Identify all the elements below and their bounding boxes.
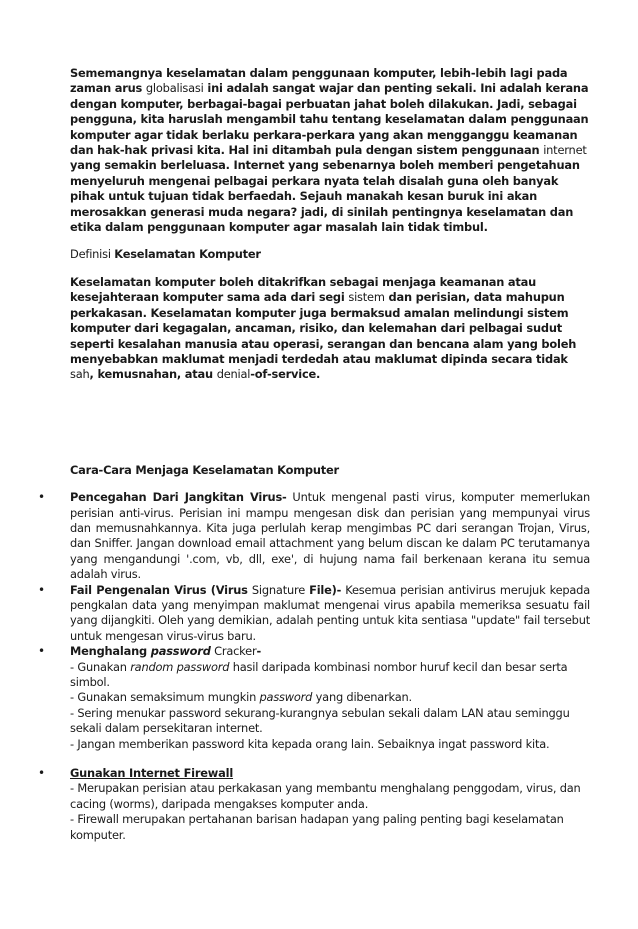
item-line: - Firewall merupakan pertahanan barisan hadapan yang paling penting bagi keselamatan komputer. <box>70 812 564 842</box>
item-line: - Jangan memberikan password kita kepada orang lain. Sebaiknya ingat password kita. <box>70 736 550 751</box>
definition-text-6: denial <box>216 367 251 382</box>
intro-text-2: globalisasi <box>145 81 204 96</box>
definition-heading <box>70 247 590 262</box>
definition-heading-prefix: Definisi <box>70 247 115 262</box>
document-page <box>38 66 590 843</box>
item-line <box>70 690 590 705</box>
definition-text-2: sistem <box>348 290 385 305</box>
intro-text-3: ini adalah sangat wajar dan penting sekali. Ini adalah kerana dengan komputer, berbagai-bagai perbuatan jahat boleh dilakukan. Jadi, sebagai pengguna, kita haruslah mengambil tahu tentang keselamatan dalam penggunaan komputer agar tidak berlaku perkara-perkara yang akan mengganggu keamanan dan hak-hak privasi kita. Hal ini ditambah pula dengan sistem penggunaan <box>70 81 589 158</box>
item-line-2a: - Gunakan semaksimum mungkin <box>70 690 260 705</box>
definition-text-1: Keselamatan komputer boleh ditakrifkan sebagai menjaga keamanan atau kesejahteraan komputer sama ada dari segi <box>70 274 537 305</box>
item-title-c: File)- <box>309 582 342 597</box>
definition-text-3: dan perisian, data mahupun perkakasan. Keselamatan komputer juga bermaksud amalan melindungi sistem komputer dari kegagalan, ancaman, risiko, dan kelemahan dari pelbagai sudut seperti kesalahan manusia atau operasi, serangan dan bencana alam yang boleh menyebabkan maklumat menjadi terdedah atau maklumat dipinda secara tidak <box>70 290 577 366</box>
definition-text-7: -of-service. <box>250 367 321 382</box>
item-text: Untuk mengenal pasti virus, komputer memerlukan perisian anti-virus. Perisian ini mampu mengesan disk dan perisian yang mempunyai virus dan memusnahkannya. Kita juga perlulah kerap mengimbas PC dari serangan Trojan, Virus, dan Sniffer. Jangan download email attachment yang belum discan ke dalam PC terutamanya yang mengandungi '.com, vb, dll, exe', di hujung nama fail berkenaan kerana itu semua adalah virus. <box>70 490 590 582</box>
bullet-icon: • <box>38 490 45 505</box>
intro-text-4: internet <box>543 143 587 158</box>
item-line-1a: - Gunakan <box>70 659 131 674</box>
list-item <box>38 490 590 582</box>
definition-text-4: sah <box>70 367 90 382</box>
item-line-1b: random password <box>130 659 230 674</box>
bullet-icon: • <box>38 582 45 597</box>
intro-paragraph <box>70 66 590 235</box>
list-item <box>38 582 590 645</box>
item-title: Pencegahan Dari Jangkitan Virus- <box>70 490 287 505</box>
item-title-a: Menghalang <box>70 644 151 659</box>
item-title-b: password <box>150 644 211 659</box>
item-title: Gunakan Internet Firewall <box>70 766 234 781</box>
method-list <box>38 490 590 843</box>
item-title-c: Cracker <box>210 644 257 659</box>
bullet-icon: • <box>38 766 45 781</box>
item-line: - Sering menukar password sekurang-kurangnya sebulan sekali dalam LAN atau seminggu sekali dalam persekitaran internet. <box>70 705 570 736</box>
item-line-1c: hasil daripada kombinasi nombor huruf kecil dan besar serta simbol. <box>70 659 568 689</box>
definition-text-5: , kemusnahan, atau <box>89 367 217 382</box>
definition-heading-title: Keselamatan Komputer <box>114 247 261 262</box>
definition-paragraph <box>70 275 590 383</box>
list-item <box>38 766 590 843</box>
list-item <box>38 644 590 752</box>
item-title-b: Signature <box>247 582 310 597</box>
item-title-a: Fail Pengenalan Virus (Virus <box>70 582 248 597</box>
intro-text-1: Sememangnya keselamatan dalam penggunaan komputer, lebih-lebih lagi pada zaman arus <box>70 66 568 96</box>
item-text: Kesemua perisian antivirus merujuk kepada pengkalan data yang menyimpan maklumat mengenai virus apabila memeriksa sesuatu fail yang dijangkiti. Oleh yang demikian, adalah penting untuk kita sentiasa "update" fail tersebut untuk mengesan virus-virus baru. <box>70 582 590 643</box>
item-line-2b: password <box>259 690 313 705</box>
item-title-d: - <box>256 644 261 659</box>
item-line: - Merupakan perisian atau perkakasan yang membantu menghalang penggodam, virus, dan cacing (worms), daripada mengakses komputer anda. <box>70 781 581 811</box>
intro-text-5: yang semakin berleluasa. Internet yang sebenarnya boleh memberi pengetahuan menyeluruh mengenai pelbagai perkara nyata telah disalah guna oleh banyak pihak untuk tujuan tidak berfaedah. Sejauh manakah kesan buruk ini akan merosakkan generasi muda negara? jadi, di sinilah pentingnya keselamatan dan etika dalam penggunaan komputer agar masalah lain tidak timbul. <box>70 158 580 235</box>
item-line-2c: yang dibenarkan. <box>312 690 412 705</box>
bullet-icon: • <box>38 644 45 659</box>
item-line <box>70 660 590 691</box>
section-heading: Cara-Cara Menjaga Keselamatan Komputer <box>70 462 339 477</box>
